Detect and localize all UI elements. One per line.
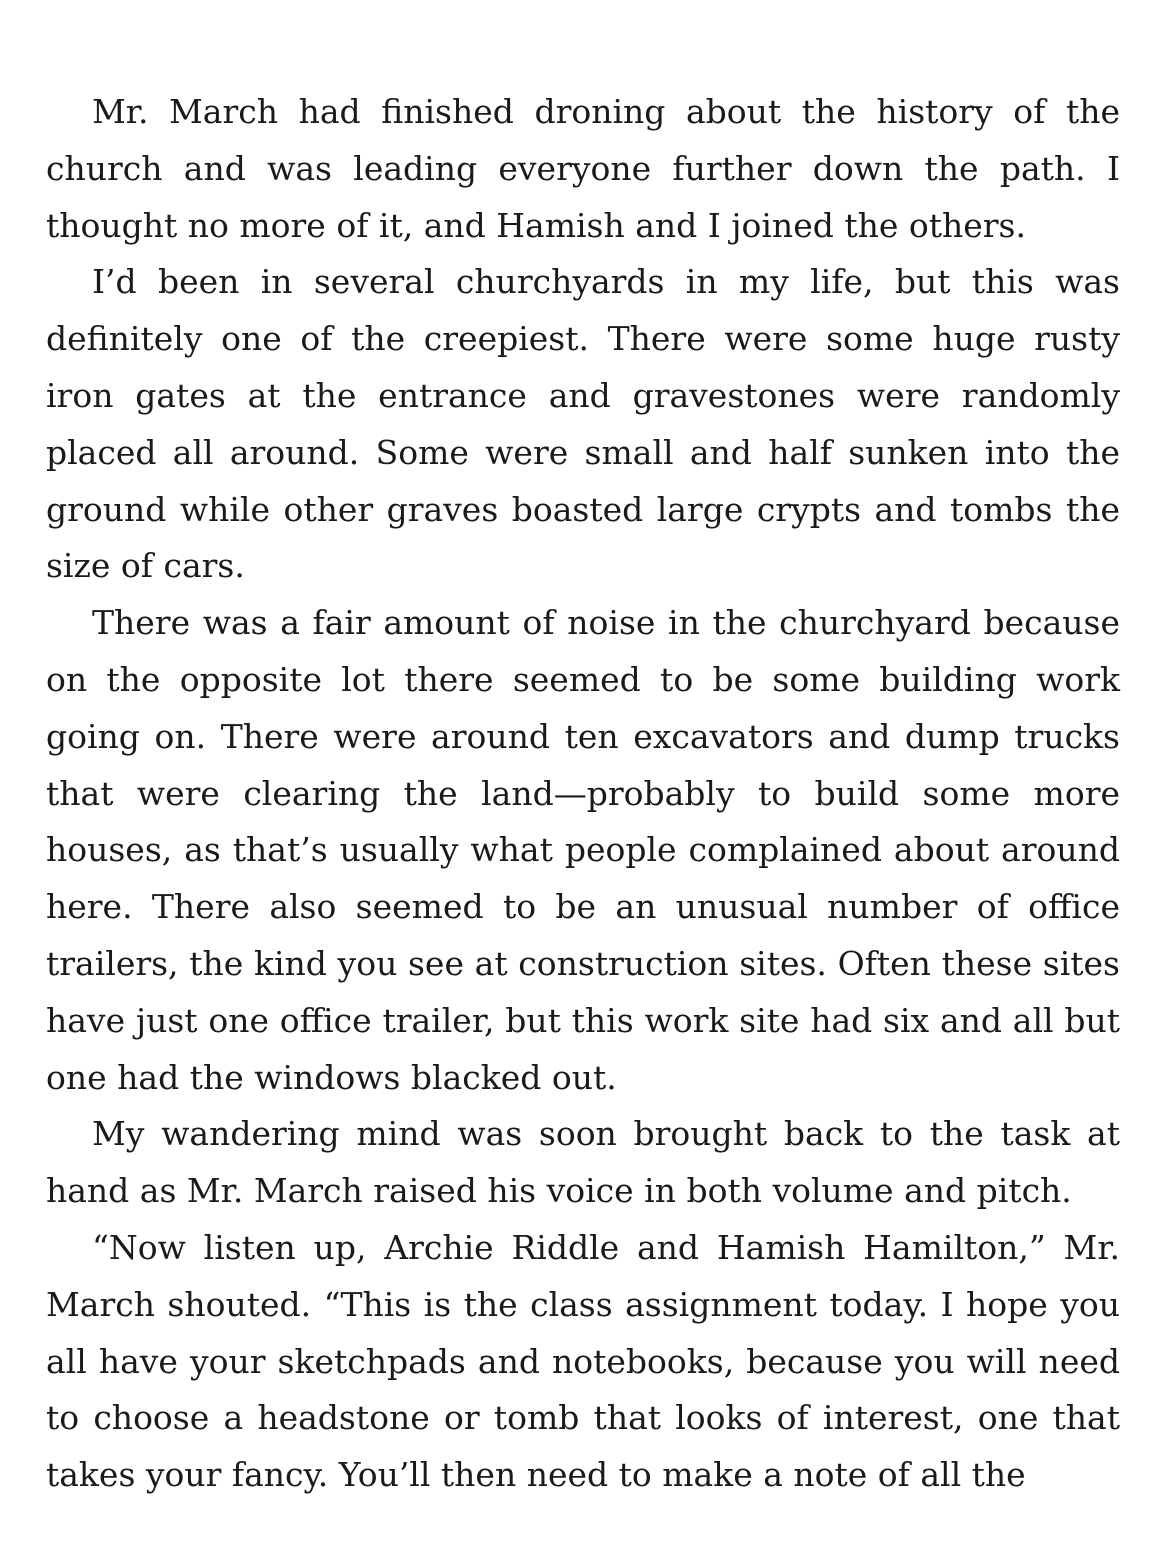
paragraph-5: “Now listen up, Archie Riddle and Hamish Hamilton,” Mr. March shouted. “This is the class assignment today. I hope you all have your sketchpads and notebooks, because you will need to choose a headstone or tomb that looks of interest, one that takes your fancy. You’ll then need to make a note of all the (46, 1227, 1120, 1495)
paragraph-4: My wandering mind was soon brought back to the task at hand as Mr. March raised his voice in both volume and pitch. (46, 1114, 1120, 1211)
paragraph-3: There was a fair amount of noise in the churchyard because on the opposite lot there seemed to be some building work going on. There were around ten excavators and dump trucks that were clearing the land—probably to build some more houses, as that’s usually what people complained about around here. There also seemed to be an unusual number of office trailers, the kind you see at construction sites. Often these sites have just one office trailer, but this work site had six and all but one had the windows blacked out. (46, 603, 1120, 1097)
page-text (46, 84, 1120, 1504)
paragraph-2: I’d been in several churchyards in my life, but this was definitely one of the creepiest. There were some huge rusty iron gates at the entrance and gravestones were randomly placed all around. Some were small and half sunken into the ground while other graves boasted large crypts and tombs the size of cars. (46, 262, 1120, 586)
paragraph-1: Mr. March had finished droning about the history of the church and was leading everyone further down the path. I thought no more of it, and Hamish and I joined the others. (46, 92, 1120, 245)
